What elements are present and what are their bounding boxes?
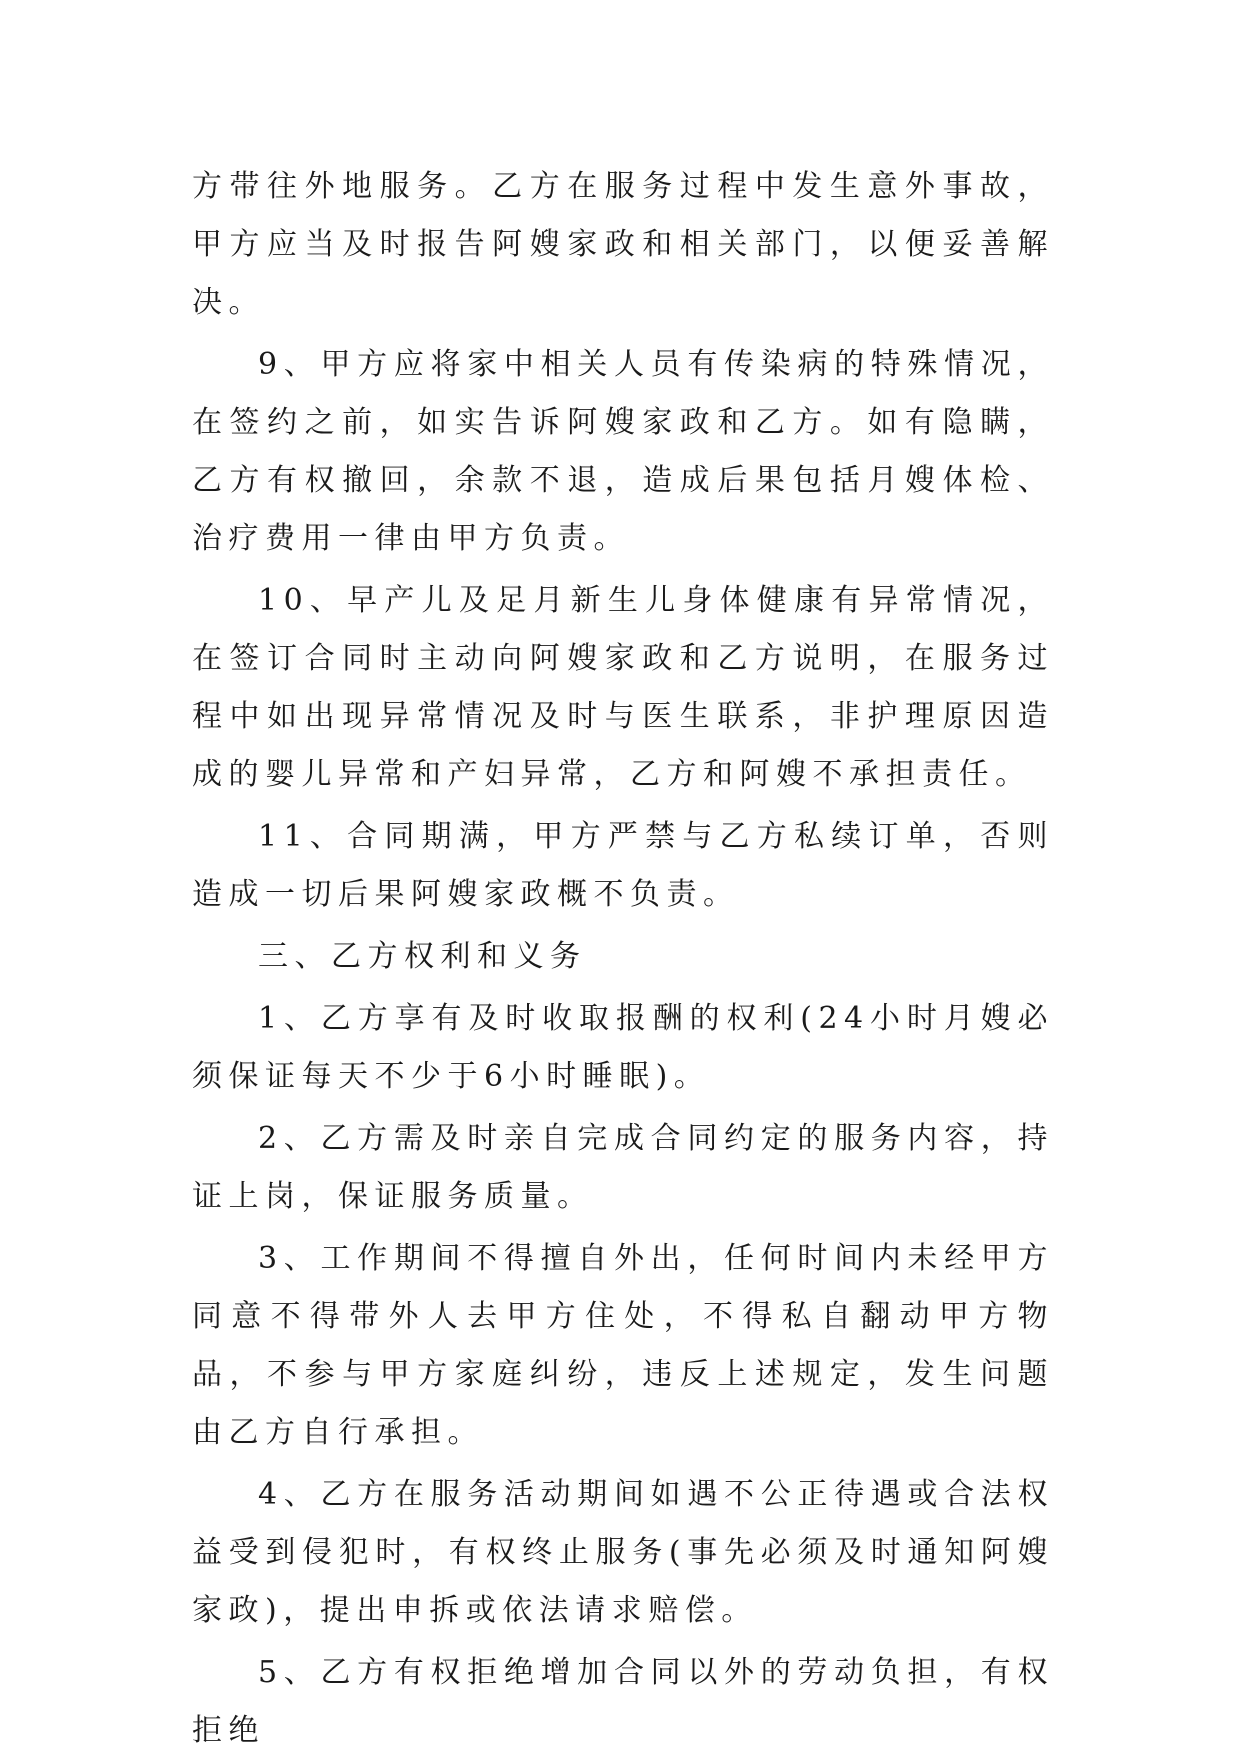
section-heading-party-b: 三、乙方权利和义务 bbox=[258, 939, 587, 974]
paragraph-party-b-2: 2、乙方需及时亲自完成合同约定的服务内容，持证上岗，保证服务质量。 bbox=[192, 1121, 1054, 1214]
paragraph-clause-9: 9、甲方应将家中相关人员有传染病的特殊情况，在签约之前，如实告诉阿嫂家政和乙方。如有隐瞒，乙方有权撤回，余款不退，造成后果包括月嫂体检、治疗费用一律由甲方负责。 bbox=[192, 347, 1054, 556]
paragraph-party-b-3: 3、工作期间不得擅自外出，任何时间内未经甲方同意不得带外人去甲方住处，不得私自翻动甲方物品，不参与甲方家庭纠纷，违反上述规定，发生问题由乙方自行承担。 bbox=[192, 1241, 1054, 1450]
paragraph-clause-11: 11、合同期满，甲方严禁与乙方私续订单，否则造成一切后果阿嫂家政概不负责。 bbox=[192, 819, 1054, 912]
paragraph-continued: 方带往外地服务。乙方在服务过程中发生意外事故，甲方应当及时报告阿嫂家政和相关部门，以便妥善解决。 bbox=[192, 169, 1054, 320]
paragraph-party-b-1: 1、乙方享有及时收取报酬的权利(24小时月嫂必须保证每天不少于6小时睡眠)。 bbox=[192, 1001, 1054, 1094]
paragraph-party-b-5: 5、乙方有权拒绝增加合同以外的劳动负担，有权拒绝 bbox=[192, 1655, 1054, 1748]
paragraph-clause-10: 10、早产儿及足月新生儿身体健康有异常情况，在签订合同时主动向阿嫂家政和乙方说明，在服务过程中如出现异常情况及时与医生联系，非护理原因造成的婴儿异常和产妇异常，乙方和阿嫂不承担责任。 bbox=[192, 583, 1054, 792]
document-body bbox=[192, 158, 1054, 1764]
paragraph-party-b-4: 4、乙方在服务活动期间如遇不公正待遇或合法权益受到侵犯时，有权终止服务(事先必须及时通知阿嫂家政)，提出申拆或依法请求赔偿。 bbox=[192, 1477, 1054, 1628]
